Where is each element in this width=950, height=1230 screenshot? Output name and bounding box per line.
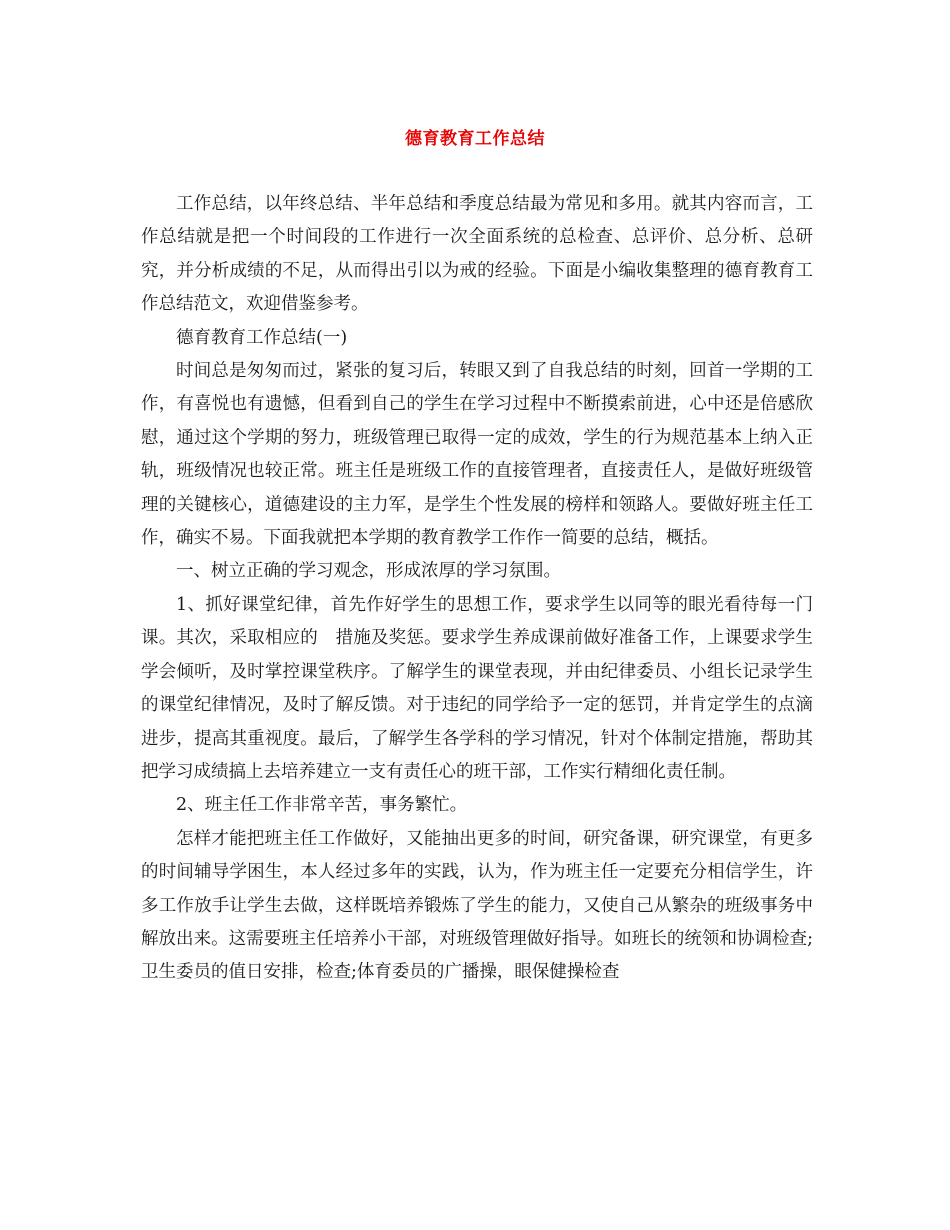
paragraph: 1、抓好课堂纪律，首先作好学生的思想工作，要求学生以同等的眼光看待每一门课。其次，采取相应的 措施及奖惩。要求学生养成课前做好准备工作，上课要求学生学会倾听，及时掌控课堂秩序。了解学生的课堂表现，并由纪律委员、小组长记录学生的课堂纪律情况，及时了解反馈。对于违纪的同学给予一定的惩罚，并肯定学生的点滴进步，提高其重视度。最后，了解学生各学科的学习情况，针对个体制定措施，帮助其把学习成绩搞上去培养建立一支有责任心的班干部，工作实行精细化责任制。 — [141, 594, 813, 782]
document-body — [141, 188, 813, 990]
paragraph: 怎样才能把班主任工作做好，又能抽出更多的时间，研究备课，研究课堂，有更多的时间辅导学困生，本人经过多年的实践，认为，作为班主任一定要充分相信学生，许多工作放手让学生去做，这样既培养锻炼了学生的能力，又使自己从繁杂的班级事务中解放出来。这需要班主任培养小干部，对班级管理做好指导。如班长的统领和协调检查;卫生委员的值日安排，检查;体育委员的广播操，眼保健操检查 — [141, 828, 813, 983]
subheading-2: 2、班主任工作非常辛苦，事务繁忙。 — [176, 795, 468, 816]
intro-paragraph: 工作总结，以年终总结、半年总结和季度总结最为常见和多用。就其内容而言，工作总结就是把一个时间段的工作进行一次全面系统的总检查、总评价、总分析、总研究，并分析成绩的不足，从而得出引以为戒的经验。下面是小编收集整理的德育教育工作总结范文，欢迎借鉴参考。 — [141, 194, 813, 315]
paragraph: 时间总是匆匆而过，紧张的复习后，转眼又到了自我总结的时刻，回首一学期的工作，有喜悦也有遗憾，但看到自己的学生在学习过程中不断摸索前进，心中还是倍感欣慰，通过这个学期的努力，班级管理已取得一定的成效，学生的行为规范基本上纳入正轨，班级情况也较正常。班主任是班级工作的直接管理者，直接责任人，是做好班级管理的关键核心，道德建设的主力军，是学生个性发展的榜样和领路人。要做好班主任工作，确实不易。下面我就把本学期的教育教学工作作一简要的总结，概括。 — [141, 361, 813, 549]
subheading-1: 一、树立正确的学习观念，形成浓厚的学习氛围。 — [176, 561, 561, 582]
document-title: 德育教育工作总结 — [405, 129, 545, 149]
section-heading-1: 德育教育工作总结(一) — [176, 327, 348, 348]
